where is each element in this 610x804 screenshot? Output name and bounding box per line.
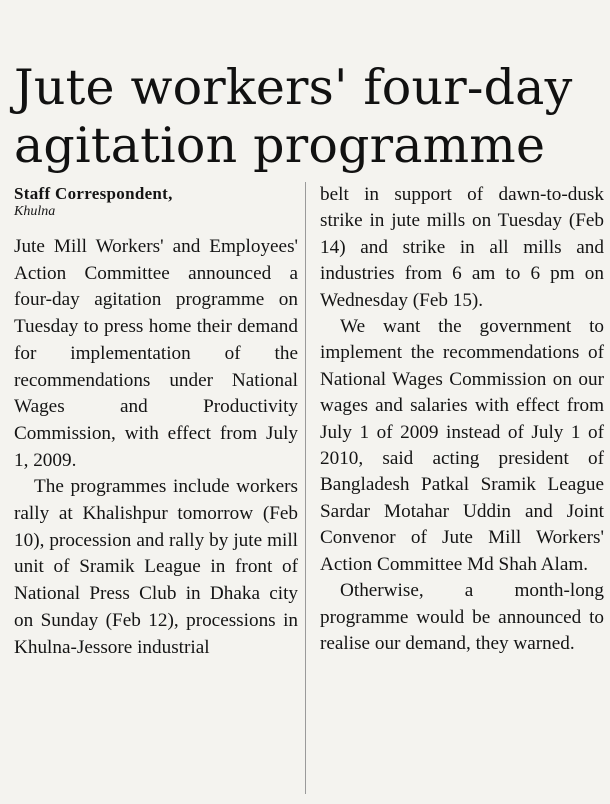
paragraph-2-start: The programmes include workers rally at Khalishpur tomorrow (Feb 10), procession and rally by jute mill unit of Sramik League in front of National Press Club in Dhaka city on Sunday (Feb 12), processions in Khulna-Jessore industrial	[14, 476, 298, 658]
headline: Jute workers' four-day agitation programme	[14, 58, 573, 174]
column-left	[14, 184, 298, 661]
paragraph-2-end: belt in support of dawn-to-dusk strike in jute mills on Tuesday (Feb 14) and strike in all mills and industries from 6 am to 6 pm on Wednesday (Feb 15).	[320, 184, 604, 311]
paragraph-3: We want the government to implement the recommendations of National Wages Commission on our wages and salaries with effect from July 1 of 2009 instead of July 1 of 2010, said acting president of Bangladesh Patkal Sramik League Sardar Motahar Uddin and Joint Convenor of Jute Mill Workers' Action Committee Md Shah Alam.	[320, 316, 604, 575]
column-divider	[305, 182, 306, 794]
paragraph-1: Jute Mill Workers' and Employees' Action Committee announced a four-day agitation programme on Tuesday to press home their demand for implementation of the recommendations under National Wages and Productivity Commission, with effect from July 1, 2009.	[14, 236, 298, 471]
paragraph-4: Otherwise, a month-long programme would be announced to realise our demand, they warned.	[320, 580, 604, 654]
column-right	[320, 182, 604, 657]
byline: Staff Correspondent,	[14, 184, 173, 203]
dateline: Khulna	[14, 204, 56, 219]
